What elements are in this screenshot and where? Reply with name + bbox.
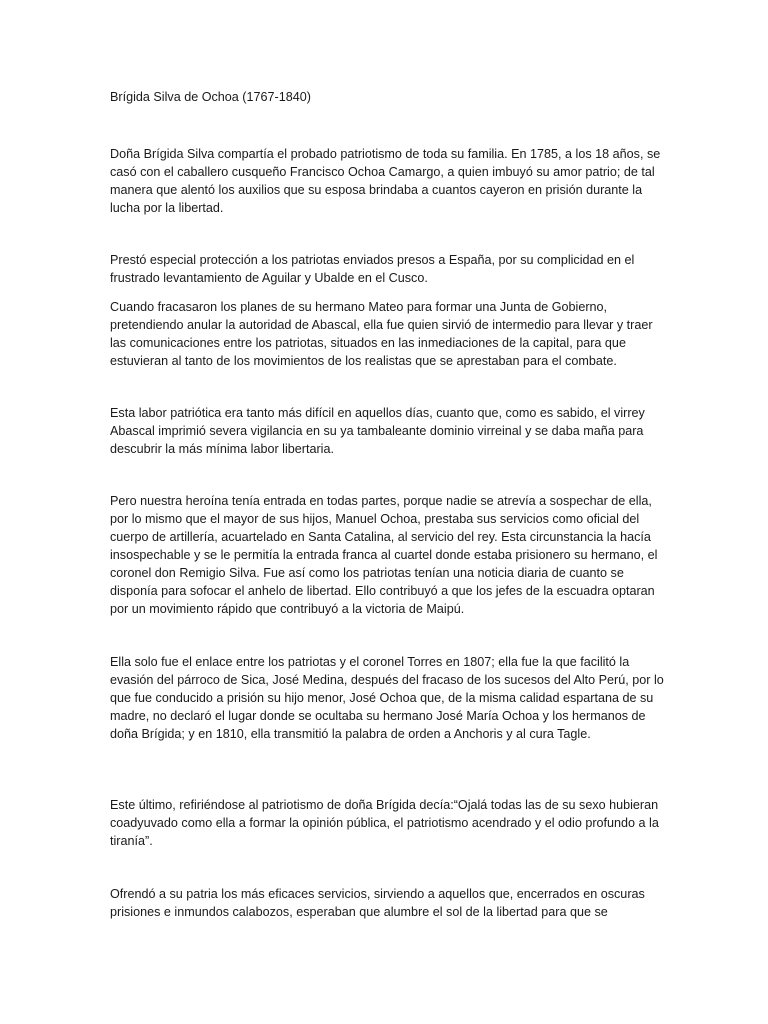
paragraph-2: Prestó especial protección a los patriotas enviados presos a España, por su complicidad en el frustrado levantamiento de Aguilar y Ubalde en el Cusco. bbox=[110, 253, 635, 285]
paragraph-8: Ofrendó a su patria los más eficaces servicios, sirviendo a aquellos que, encerrados en oscuras prisiones e inmundos calabozos, esperaban que alumbre el sol de la libertad para que se bbox=[110, 887, 645, 919]
paragraph-5: Pero nuestra heroína tenía entrada en todas partes, porque nadie se atrevía a sospechar de ella, por lo mismo que el mayor de sus hijos, Manuel Ochoa, prestaba sus servicios como oficial del cuerpo de artillería, acuartelado en Santa Catalina, al servicio del rey. Esta circunstancia la hacía insospechable y se le permitía la entrada franca al cuartel donde estaba prisionero su hermano, el coronel don Remigio Silva. Fue así como los patriotas tenían una noticia diaria de cuanto se disponía para sofocar el anhelo de libertad. Ello contribuyó a que los jefes de la escuadra optaran por un movimiento rápido que contribuyó a la victoria de Maipú. bbox=[110, 494, 658, 616]
document-title: Brígida Silva de Ochoa (1767-1840) bbox=[110, 90, 311, 104]
paragraph-4: Esta labor patriótica era tanto más difícil en aquellos días, cuanto que, como es sabido, el virrey Abascal imprimió severa vigilancia en su ya tambaleante dominio virreinal y se daba maña para descubrir la más mínima labor libertaria. bbox=[110, 406, 645, 456]
paragraph-6: Ella solo fue el enlace entre los patriotas y el coronel Torres en 1807; ella fue la que facilitó la evasión del párroco de Sica, José Medina, después del fracaso de los sucesos del Alto Perú, por lo que fue conducido a prisión su hijo menor, José Ochoa que, de la misma calidad espartana de su madre, no declaró el lugar donde se ocultaba su hermano José María Ochoa y los hermanos de doña Brígida; y en 1810, ella transmitió la palabra de orden a Anchoris y al cura Tagle. bbox=[110, 655, 664, 741]
paragraph-1: Doña Brígida Silva compartía el probado patriotismo de toda su familia. En 1785, a los 18 años, se casó con el caballero cusqueño Francisco Ochoa Camargo, a quien imbuyó su amor patrio; de tal manera que alentó los auxilios que su esposa brindaba a cuantos cayeron en prisión durante la lucha por la libertad. bbox=[110, 147, 661, 215]
paragraph-7: Este último, refiriéndose al patriotismo de doña Brígida decía:“Ojalá todas las de su sexo hubieran coadyuvado como ella a formar la opinión pública, el patriotismo acendrado y el odio profundo a la tiranía”. bbox=[110, 798, 659, 848]
paragraph-3: Cuando fracasaron los planes de su hermano Mateo para formar una Junta de Gobierno, pretendiendo anular la autoridad de Abascal, ella fue quien sirvió de intermedio para llevar y traer las comunicaciones entre los patriotas, situados en las inmediaciones de la capital, para que estuvieran al tanto de los movimientos de los realistas que se aprestaban para el combate. bbox=[110, 300, 653, 368]
